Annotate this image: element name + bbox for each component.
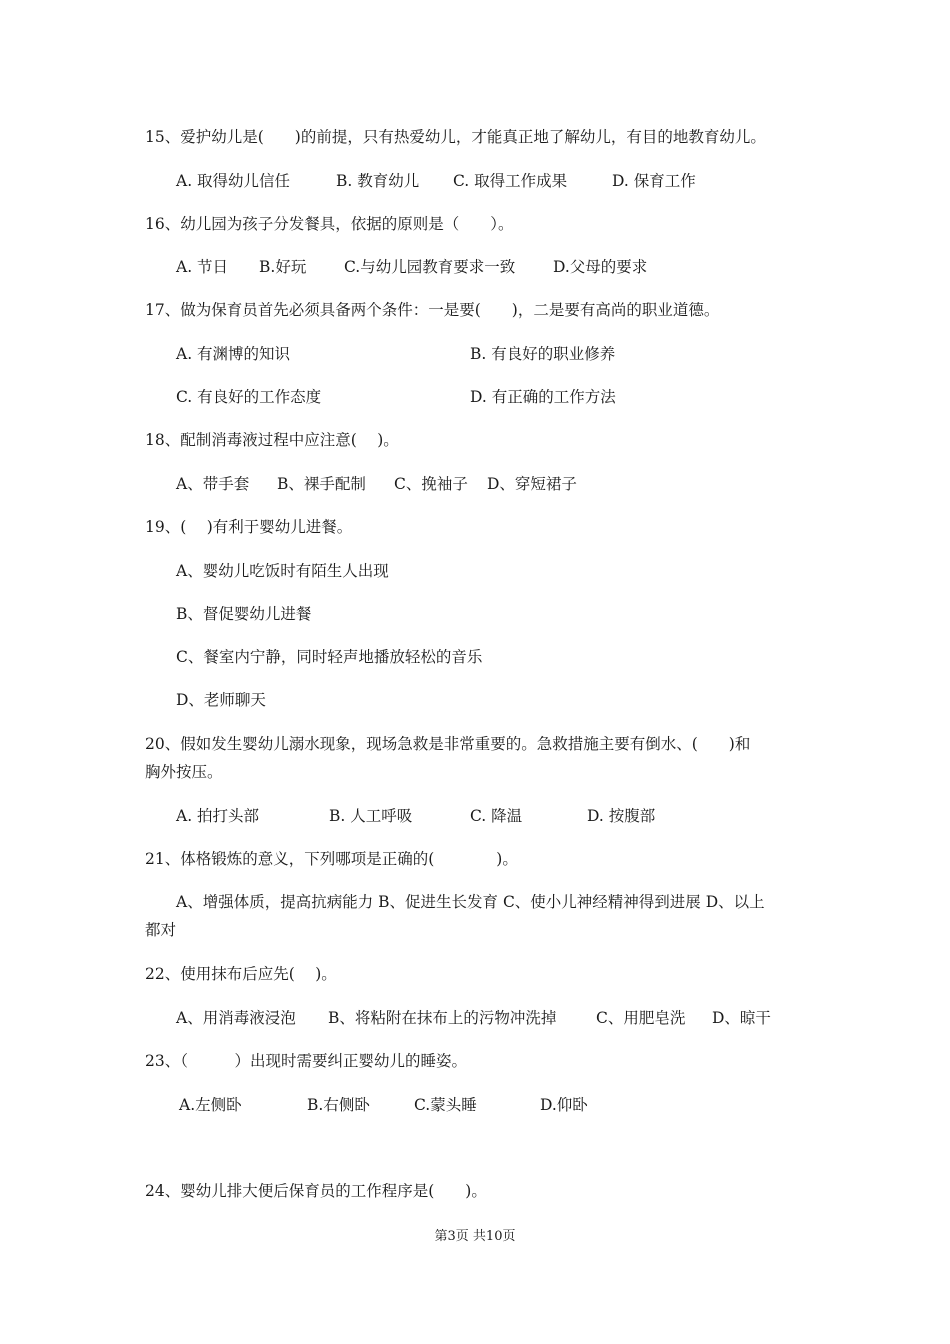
question-17-option-c: C. 有良好的工作态度 bbox=[176, 388, 322, 406]
question-15-option-d: D. 保育工作 bbox=[612, 172, 696, 190]
question-23-option-a: A.左侧卧 bbox=[179, 1096, 242, 1114]
question-18-option-c: C、挽袖子 bbox=[394, 475, 468, 493]
question-22-option-d: D、晾干 bbox=[712, 1009, 771, 1027]
question-23-stem: 23、（ ）出现时需要纠正婴幼儿的睡姿。 bbox=[145, 1052, 467, 1070]
question-20-option-d: D. 按腹部 bbox=[587, 807, 656, 825]
question-22-option-a: A、用消毒液浸泡 bbox=[176, 1009, 296, 1027]
question-21-options-line-2: 都对 bbox=[145, 921, 177, 939]
question-15-option-a: A. 取得幼儿信任 bbox=[176, 172, 291, 190]
question-20-stem-line-2: 胸外按压。 bbox=[145, 763, 223, 781]
question-17-stem: 17、做为保育员首先必须具备两个条件：一是要( )，二是要有高尚的职业道德。 bbox=[145, 301, 720, 319]
question-22-option-b: B、将粘附在抹布上的污物冲洗掉 bbox=[328, 1009, 557, 1027]
question-20-option-a: A. 拍打头部 bbox=[176, 807, 260, 825]
question-16-option-d: D.父母的要求 bbox=[553, 258, 648, 276]
question-23-option-d: D.仰卧 bbox=[540, 1096, 588, 1114]
question-17-option-d: D. 有正确的工作方法 bbox=[470, 388, 616, 406]
question-20-option-c: C. 降温 bbox=[470, 807, 523, 825]
question-20-option-b: B. 人工呼吸 bbox=[329, 807, 413, 825]
question-20-stem-line-1: 20、假如发生婴幼儿溺水现象，现场急救是非常重要的。急救措施主要有倒水、( )和 bbox=[145, 735, 751, 753]
question-21-options-line-1: A、增强体质，提高抗病能力 B、促进生长发育 C、使小儿神经精神得到进展 D、以上 bbox=[176, 893, 765, 911]
question-22-option-c: C、用肥皂洗 bbox=[596, 1009, 686, 1027]
question-16-option-a: A. 节日 bbox=[176, 258, 229, 276]
question-15-stem: 15、爱护幼儿是( )的前提，只有热爱幼儿，才能真正地了解幼儿，有目的地教育幼儿。 bbox=[145, 128, 766, 146]
question-15-option-b: B. 教育幼儿 bbox=[336, 172, 420, 190]
question-16-option-b: B.好玩 bbox=[259, 258, 307, 276]
question-19-option-c: C、餐室内宁静，同时轻声地播放轻松的音乐 bbox=[176, 648, 483, 666]
question-16-stem: 16、幼儿园为孩子分发餐具，依据的原则是（ ）。 bbox=[145, 215, 514, 233]
page-number-footer: 第3页 共10页 bbox=[434, 1229, 516, 1244]
question-21-stem: 21、体格锻炼的意义，下列哪项是正确的( )。 bbox=[145, 850, 518, 868]
question-23-option-c: C.蒙头睡 bbox=[414, 1096, 477, 1114]
question-18-option-b: B、裸手配制 bbox=[277, 475, 366, 493]
question-19-option-d: D、老师聊天 bbox=[176, 691, 266, 709]
question-19-stem: 19、( )有利于婴幼儿进餐。 bbox=[145, 518, 353, 536]
question-22-stem: 22、使用抹布后应先( )。 bbox=[145, 965, 337, 983]
question-16-option-c: C.与幼儿园教育要求一致 bbox=[344, 258, 516, 276]
question-19-option-a: A、婴幼儿吃饭时有陌生人出现 bbox=[176, 562, 389, 580]
question-18-stem: 18、配制消毒液过程中应注意( )。 bbox=[145, 431, 399, 449]
question-18-option-d: D、穿短裙子 bbox=[487, 475, 577, 493]
question-15-option-c: C. 取得工作成果 bbox=[453, 172, 568, 190]
question-17-option-b: B. 有良好的职业修养 bbox=[470, 345, 616, 363]
question-24-stem: 24、婴幼儿排大便后保育员的工作程序是( )。 bbox=[145, 1182, 487, 1200]
question-18-option-a: A、带手套 bbox=[176, 475, 250, 493]
question-19-option-b: B、督促婴幼儿进餐 bbox=[176, 605, 312, 623]
question-23-option-b: B.右侧卧 bbox=[307, 1096, 370, 1114]
question-17-option-a: A. 有渊博的知识 bbox=[176, 345, 291, 363]
